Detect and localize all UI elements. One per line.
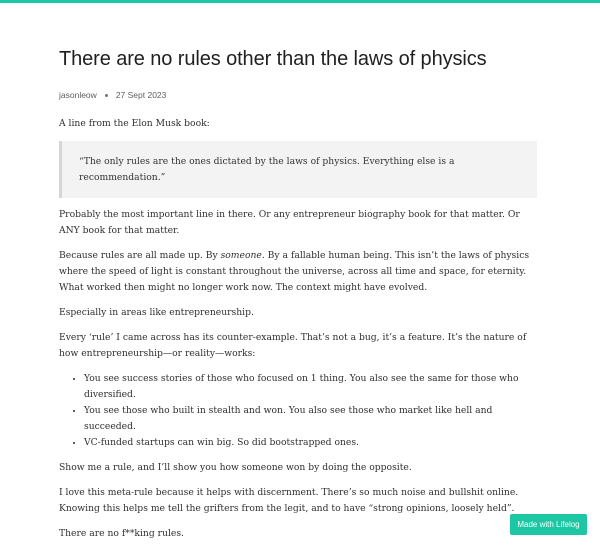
someone-emphasis: someone [220,250,262,261]
quote-block [59,141,537,198]
important-line-paragraph: Probably the most important line in there. Or any entrepreneur biography book for that matter. Or ANY book for that matter. [59,209,520,236]
list-item: • You see those who built in stealth and won. You also see those who market like hell and succeeded. [84,403,537,435]
meta-rule-paragraph: I love this meta-rule because it helps with discernment. There’s so much noise and bullshit online. Knowing this helps me tell the grifters from the legit, and to have “strong opinions, loosely held”. [59,487,519,514]
opposite-rule-paragraph: Show me a rule, and I’ll show you how someone won by doing the opposite. [59,462,412,473]
quote-text: “The only rules are the ones dictated by the laws of physics. Everything else is a recommendation.” [79,156,455,183]
made-with-lifelog-button[interactable]: Made with Lifelog [510,514,587,535]
post-body [59,116,537,551]
meta-separator-dot [105,94,108,97]
closing-paragraph: There are no f**king rules. [59,528,184,539]
author-link[interactable]: jasonleow [59,90,97,100]
post-date: 27 Sept 2023 [115,90,167,100]
made-up-text-after: . By a fallable human being. This isn’t the laws of physics where the speed of light is constant throughout the universe, across all time and space, for eternity. What worked then might no longer work now. The context might have evolved. [59,250,530,293]
examples-list [59,371,537,451]
post-meta [59,88,166,102]
intro-paragraph: A line from the Elon Musk book: [59,118,210,129]
made-up-text-before: Because rules are all made up. By [59,250,221,261]
top-accent-bar [0,0,600,3]
counter-example-paragraph: Every ‘rule’ I came across has its counter-example. That’s not a bug, it’s a feature. It’s the nature of how entrepreneurship—or reality—works: [59,332,527,359]
list-item: • You see success stories of those who focused on 1 thing. You also see the same for those who diversified. [84,371,537,403]
made-up-rules-paragraph [59,248,537,296]
post-title: There are no rules other than the laws of physics [59,48,487,70]
entrepreneurship-paragraph: Especially in areas like entrepreneurship. [59,307,254,318]
list-item: • VC-funded startups can win big. So did bootstrapped ones. [84,435,537,451]
